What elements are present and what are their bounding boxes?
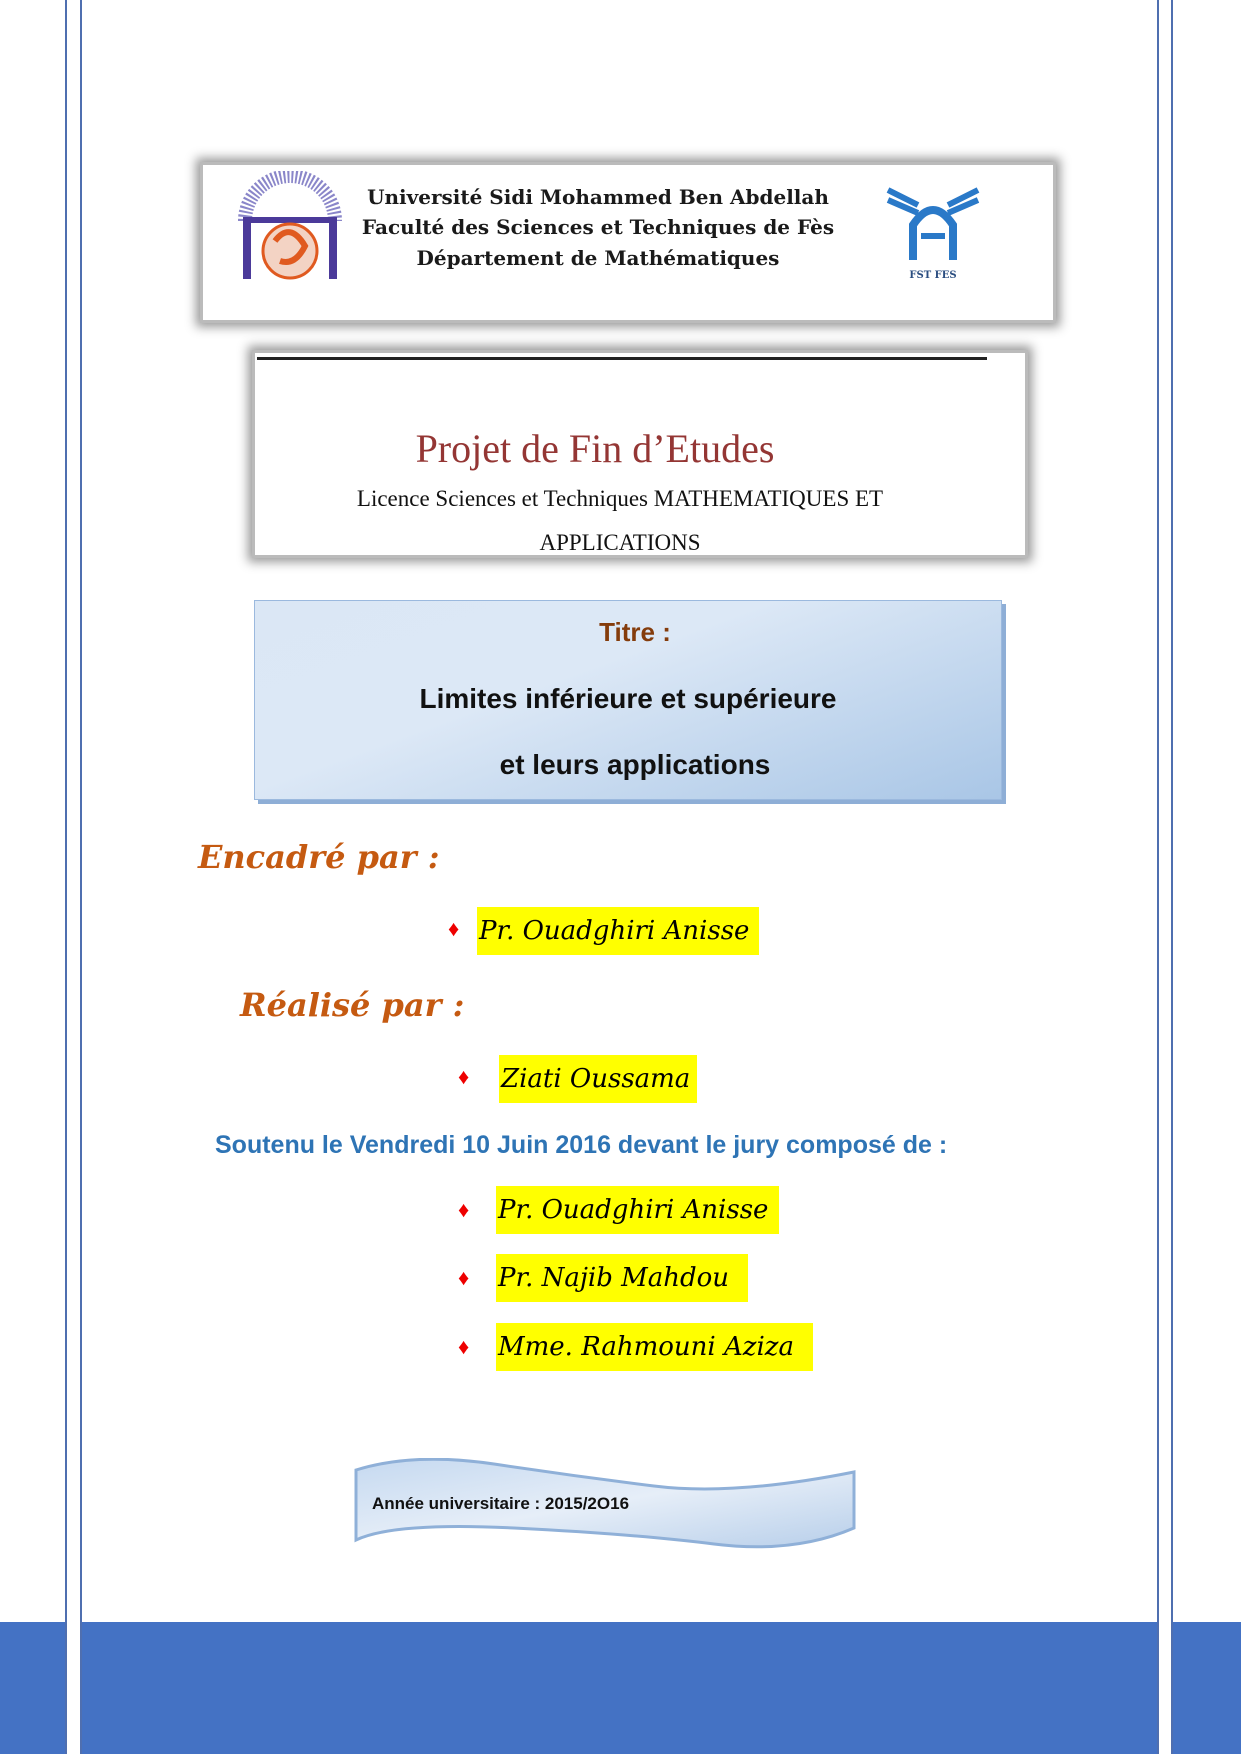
right-border-outer (1171, 0, 1173, 1754)
jury-member: Pr. Ouadghiri Anisse (496, 1186, 779, 1234)
left-border-outer (65, 0, 67, 1754)
defense-statement: Soutenu le Vendredi 10 Juin 2016 devant le jury composé de : (215, 1131, 948, 1159)
realized-by-label: Réalisé par : (240, 986, 465, 1024)
thesis-title-line-1: Limites inférieure et supérieure (419, 683, 837, 714)
project-box (252, 350, 1028, 558)
bullet-diamond-icon: ♦ (448, 916, 460, 941)
jury-member: Pr. Najib Mahdou (496, 1254, 748, 1302)
supervised-by-label: Encadré par : (198, 838, 440, 876)
degree-line-2: APPLICATIONS (539, 530, 701, 555)
author-name: Ziati Oussama (499, 1055, 697, 1103)
footer-band-right (1173, 1622, 1241, 1754)
fst-logo (883, 185, 983, 283)
faculty-name: Faculté des Sciences et Techniques de Fès (361, 215, 835, 239)
jury-member: Mme. Rahmouni Aziza (496, 1323, 813, 1371)
right-border-inner (1157, 0, 1159, 1754)
degree-line-1: Licence Sciences et Techniques MATHEMATIQUES ET (356, 486, 884, 511)
thesis-title-box (254, 600, 1002, 800)
divider-line (257, 357, 987, 360)
footer-band-left (0, 1622, 65, 1754)
fst-logo-text: FST FES (909, 270, 957, 281)
department-name: Département de Mathématiques (416, 246, 780, 270)
university-header (200, 162, 1056, 323)
bullet-diamond-icon: ♦ (458, 1334, 470, 1359)
titre-label: Titre : (599, 617, 671, 647)
footer-band (82, 1622, 1157, 1754)
thesis-title-line-2: et leurs applications (499, 749, 771, 780)
project-title: Projet de Fin d’Etudes (415, 426, 775, 471)
bullet-diamond-icon: ♦ (458, 1064, 470, 1089)
bullet-diamond-icon: ♦ (458, 1265, 470, 1290)
university-name: Université Sidi Mohammed Ben Abdellah (367, 185, 829, 209)
academic-year: Année universitaire : 2015/2O16 (372, 1494, 630, 1513)
supervisor-name: Pr. Ouadghiri Anisse (477, 907, 759, 955)
bullet-diamond-icon: ♦ (458, 1197, 470, 1222)
left-border-inner (80, 0, 82, 1754)
